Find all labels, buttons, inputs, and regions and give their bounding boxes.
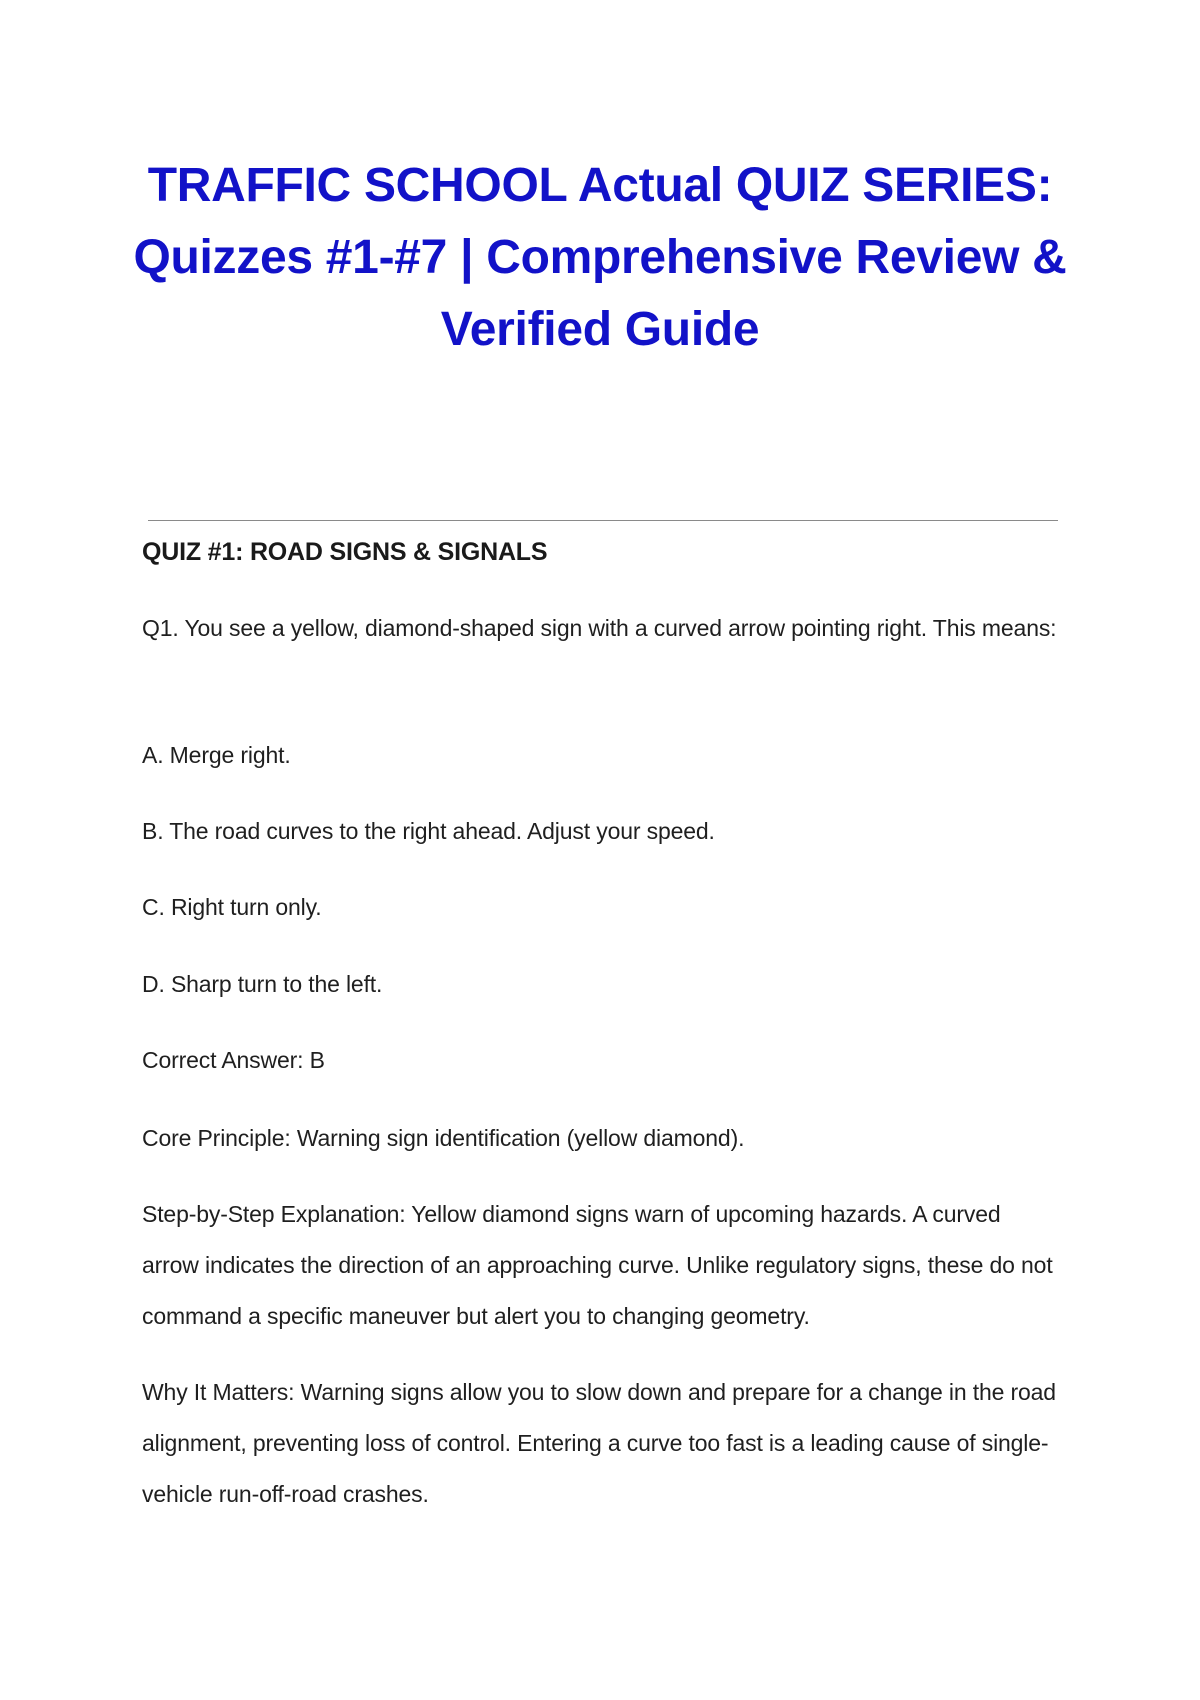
explanation-paragraph: Step-by-Step Explanation: Yellow diamond signs warn of upcoming hazards. A curved arrow indicates the direction of an approaching curve. Unlike regulatory signs, these do not command a specific maneuver but alert you to changing geometry. [142,1201,1053,1329]
quiz-heading: QUIZ #1: ROAD SIGNS & SIGNALS [142,538,548,566]
option-a: A. Merge right. [142,742,291,768]
document-title [110,150,1090,366]
section-divider [148,520,1058,521]
why-it-matters-paragraph: Why It Matters: Warning signs allow you to slow down and prepare for a change in the road alignment, preventing loss of control. Entering a curve too fast is a leading cause of single-vehicle run-off-road crashes. [142,1379,1056,1507]
title-line-1: TRAFFIC SCHOOL Actual QUIZ SERIES: [147,159,1053,212]
option-d: D. Sharp turn to the left. [142,971,383,997]
question-text: Q1. You see a yellow, diamond-shaped sign with a curved arrow pointing right. This means: [142,615,1057,641]
core-principle: Core Principle: Warning sign identification (yellow diamond). [142,1125,745,1151]
title-line-3: Verified Guide [440,303,760,356]
option-b: B. The road curves to the right ahead. Adjust your speed. [142,818,715,844]
correct-answer: Correct Answer: B [142,1047,325,1073]
option-c: C. Right turn only. [142,894,322,920]
title-line-2: Quizzes #1-#7 | Comprehensive Review & [133,231,1067,284]
